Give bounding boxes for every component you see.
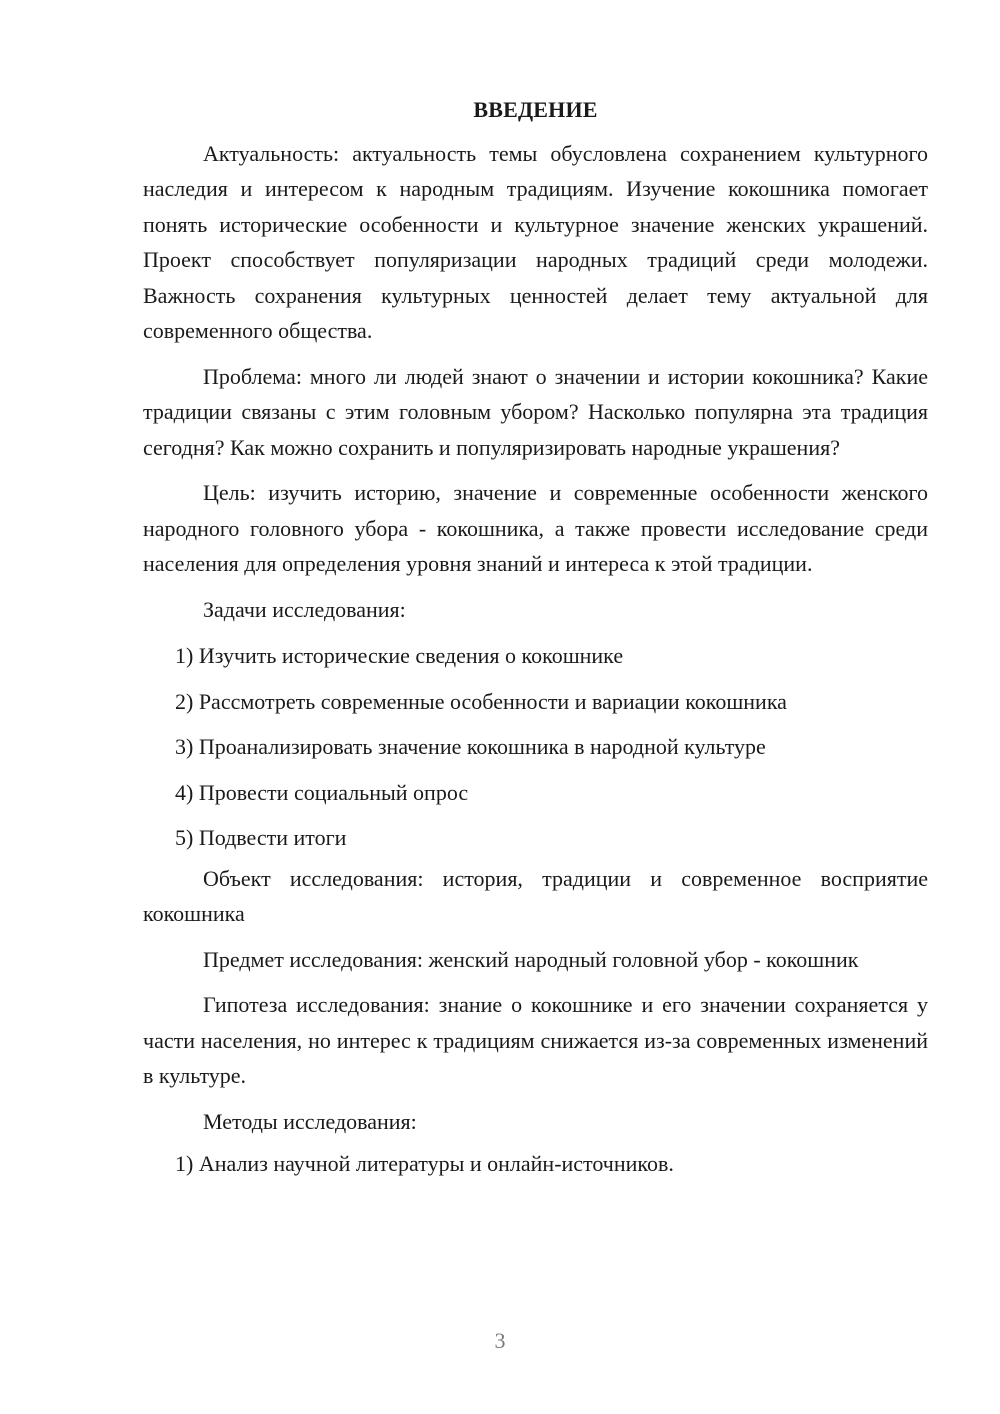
- problem-paragraph: Проблема: много ли людей знают о значении и истории кокошника? Какие традиции связаны с этим головным убором? Насколько популярна эта традиция сегодня? Как можно сохранить и популяризировать народные украшения?: [143, 363, 928, 460]
- list-item: 1) Изучить исторические сведения о кокошнике: [175, 643, 624, 668]
- list-item: 3) Проанализировать значение кокошника в народной культуре: [175, 734, 766, 759]
- list-item: 4) Провести социальный опрос: [175, 779, 469, 805]
- object-paragraph: Объект исследования: история, традиции и современное восприятие кокошника: [143, 865, 928, 926]
- document-title: ВВЕДЕНИЕ: [473, 97, 598, 122]
- list-item: 2) Рассмотреть современные особенности и вариации кокошника: [175, 688, 787, 714]
- tasks-heading: Задачи исследования:: [203, 596, 406, 622]
- page-number: 3: [494, 1328, 506, 1353]
- relevance-paragraph: Актуальность: актуальность темы обусловлена сохранением культурного наследия и интересом к народным традициям. Изучение кокошника помогает понять исторические особенности и культурное значение женских украшений. Проект способствует популяризации народных традиций среди молодежи. Важность сохранения культурных ценностей делает тему актуальной для современного общества.: [143, 140, 928, 343]
- list-item: 1) Анализ научной литературы и онлайн-источников.: [175, 1151, 674, 1176]
- subject-paragraph: Предмет исследования: женский народный головной убор - кокошник: [203, 946, 859, 972]
- tasks-list: [143, 633, 928, 861]
- methods-list: [143, 1141, 928, 1187]
- hypothesis-paragraph: Гипотеза исследования: знание о кокошнике и его значении сохраняется у части населения, но интерес к традициям снижается из-за современных изменений в культуре.: [143, 992, 928, 1088]
- methods-heading: Методы исследования:: [203, 1108, 417, 1134]
- document-page: [143, 92, 928, 1187]
- list-item: 5) Подвести итоги: [175, 825, 347, 850]
- goal-paragraph: Цель: изучить историю, значение и современные особенности женского народного головного убора - кокошника, а также провести исследование среди населения для определения уровня знаний и интереса к этой традиции.: [143, 480, 928, 576]
